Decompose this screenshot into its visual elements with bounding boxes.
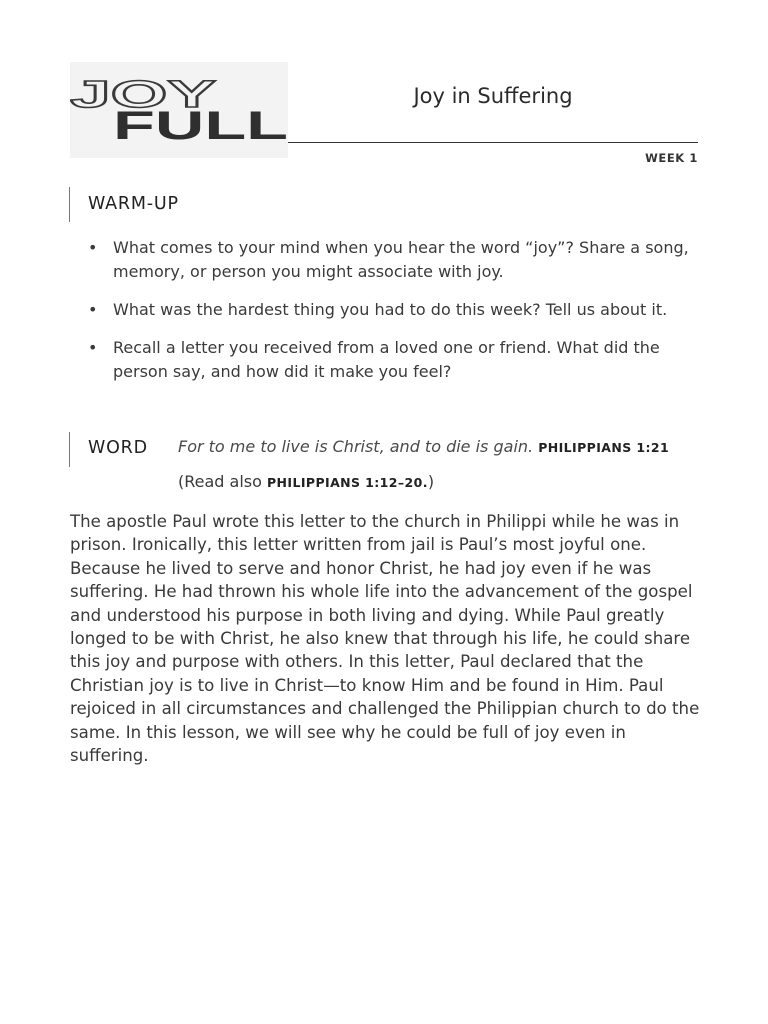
read-also-suffix: ) (427, 472, 435, 491)
bullet-marker: • (88, 338, 98, 357)
read-also-reference: PHILIPPIANS 1:12–20. (267, 475, 428, 490)
logo-full: FULL (113, 104, 288, 148)
title-divider (288, 142, 698, 143)
warmup-heading: WARM-UP (88, 194, 179, 214)
list-item (88, 236, 708, 284)
read-also-prefix: (Read also (178, 472, 267, 491)
list-item (88, 298, 708, 322)
verse-reference: PHILIPPIANS 1:21 (538, 440, 670, 455)
warmup-section-bar (69, 187, 70, 222)
question-text: Recall a letter you received from a loved one or friend. What did the person say, and how did it make you feel? (113, 338, 660, 381)
joyfull-logo (70, 62, 288, 158)
word-section-bar (69, 432, 70, 467)
question-text: What comes to your mind when you hear the word “joy”? Share a song, memory, or person you might associate with joy. (113, 238, 689, 281)
bullet-marker: • (88, 238, 98, 257)
question-text: What was the hardest thing you had to do this week? Tell us about it. (113, 300, 668, 319)
week-label: WEEK 1 (645, 151, 698, 165)
key-verse (178, 437, 669, 456)
page-title: Joy in Suffering (413, 84, 573, 108)
warmup-questions (88, 236, 708, 398)
list-item (88, 336, 708, 384)
lesson-body: The apostle Paul wrote this letter to the church in Philippi while he was in prison. Ironically, this letter written from jail is Paul’s most joyful one. Because he lived to serve and honor Christ, he had joy even if he was suffering. He had thrown his whole life into the advancement of the gospel and understood his purpose in both living and dying. While Paul greatly longed to be with Christ, he also knew that through his life, he could share this joy and purpose with others. In this letter, Paul declared that the Christian joy is to live in Christ—to know Him and be found in Him. Paul rejoiced in all circumstances and challenged the Philippian church to do the same. In this lesson, we will see why he could be full of joy even in suffering. (70, 512, 700, 766)
verse-text: For to me to live is Christ, and to die is gain. (178, 437, 534, 456)
word-heading: WORD (88, 438, 148, 458)
bullet-marker: • (88, 300, 98, 319)
logo-joy: JOY (70, 74, 216, 116)
read-also-note (178, 472, 434, 491)
